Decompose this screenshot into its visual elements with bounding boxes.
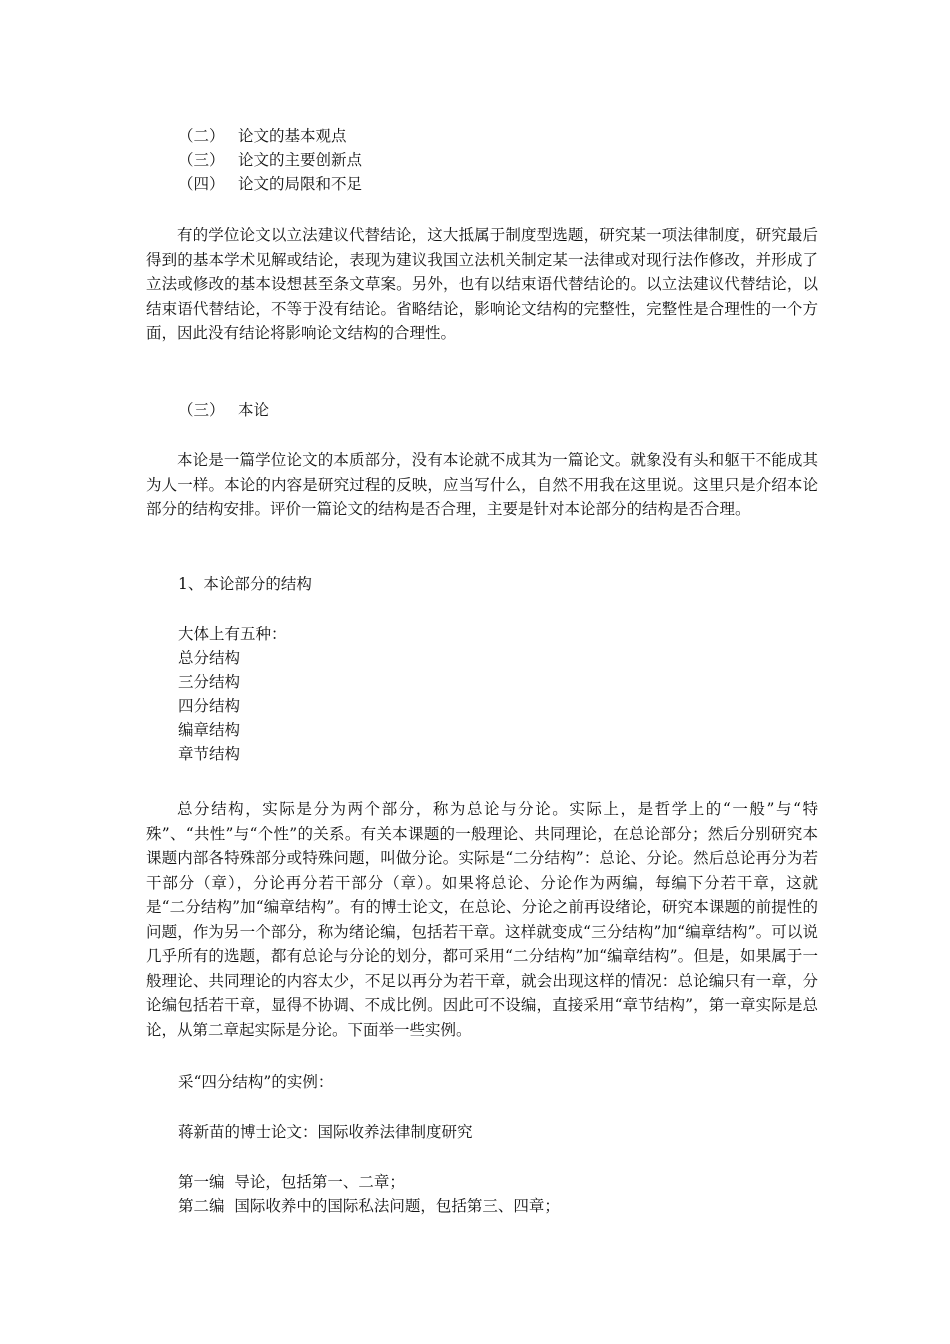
part-number: 第一编 xyxy=(178,1173,225,1191)
section-number: （三） xyxy=(178,401,225,419)
part-number: 第二编 xyxy=(178,1197,225,1215)
outline-text: 论文的主要创新点 xyxy=(238,151,363,169)
parts-list xyxy=(146,1170,850,1218)
part-item xyxy=(178,1194,850,1218)
example-heading: 采“四分结构”的实例： xyxy=(178,1073,334,1091)
thesis-title: 蒋新苗的博士论文：国际收养法律制度研究 xyxy=(178,1123,473,1141)
outline-number: （二） xyxy=(178,127,225,145)
paragraph-body: 本论是一篇学位论文的本质部分，没有本论就不成其为一篇论文。就象没有头和躯干不能成其为人一样。本论的内容是研究过程的反映，应当写什么，自然不用我在这里说。这里只是介绍本论部分的结构安排。评价一篇论文的结构是否合理，主要是针对本论部分的结构是否合理。 xyxy=(146,451,818,518)
structures-list xyxy=(146,622,850,766)
part-item xyxy=(178,1170,850,1194)
list-item: 三分结构 xyxy=(178,673,241,691)
outline-item xyxy=(178,124,850,148)
paragraph-total-structure: 总分结构，实际是分为两个部分，称为总论与分论。实际上，是哲学上的“一般”与“特殊”、“共性”与“个性”的关系。有关本课题的一般理论、共同理论，在总论部分；然后分别研究本课题内部各特殊部分或特殊问题，叫做分论。实际是“二分结构”：总论、分论。然后总论再分为若干部分（章），分论再分若干部分（章）。如果将总论、分论作为两编，每编下分若干章，这就是“二分结构”加“编章结构”。有的博士论文，在总论、分论之前再设绪论，研究本课题的前提性的问题，作为另一个部分，称为绪论编，包括若干章。这样就变成“三分结构”加“编章结构”。可以说几乎所有的选题，都有总论与分论的划分，都可采用“二分结构”加“编章结构”。但是，如果属于一般理论、共同理论的内容太少，不足以再分为若干章，就会出现这样的情况：总论编只有一章，分论编包括若干章，显得不协调、不成比例。因此可不设编，直接采用“章节结构”，第一章实际是总论，从第二章起实际是分论。下面举一些实例。 xyxy=(146,800,818,1039)
structures-intro: 大体上有五种： xyxy=(178,625,287,643)
outline-number: （四） xyxy=(178,175,225,193)
list-item: 编章结构 xyxy=(178,721,241,739)
outline-list xyxy=(146,124,850,196)
list-item: 章节结构 xyxy=(178,745,241,763)
paragraph-conclusion: 有的学位论文以立法建议代替结论，这大抵属于制度型选题，研究某一项法律制度，研究最后得到的基本学术见解或结论，表现为建议我国立法机关制定某一法律或对现行法作修改，并形成了立法或修改的基本设想甚至条文草案。另外，也有以结束语代替结论的。以立法建议代替结论，以结束语代替结论，不等于没有结论。省略结论，影响论文结构的完整性，完整性是合理性的一个方面，因此没有结论将影响论文结构的合理性。 xyxy=(146,226,818,342)
outline-text: 论文的基本观点 xyxy=(238,127,347,145)
list-item: 四分结构 xyxy=(178,697,241,715)
outline-item xyxy=(178,172,850,196)
outline-item xyxy=(178,148,850,172)
subheading: 1、本论部分的结构 xyxy=(178,575,312,593)
outline-number: （三） xyxy=(178,151,225,169)
outline-text: 论文的局限和不足 xyxy=(238,175,363,193)
section-title: 本论 xyxy=(238,401,270,419)
list-item: 总分结构 xyxy=(178,649,241,667)
part-text: 国际收养中的国际私法问题，包括第三、四章； xyxy=(234,1197,560,1215)
section-heading xyxy=(146,398,850,422)
part-text: 导论，包括第一、二章； xyxy=(234,1173,405,1191)
